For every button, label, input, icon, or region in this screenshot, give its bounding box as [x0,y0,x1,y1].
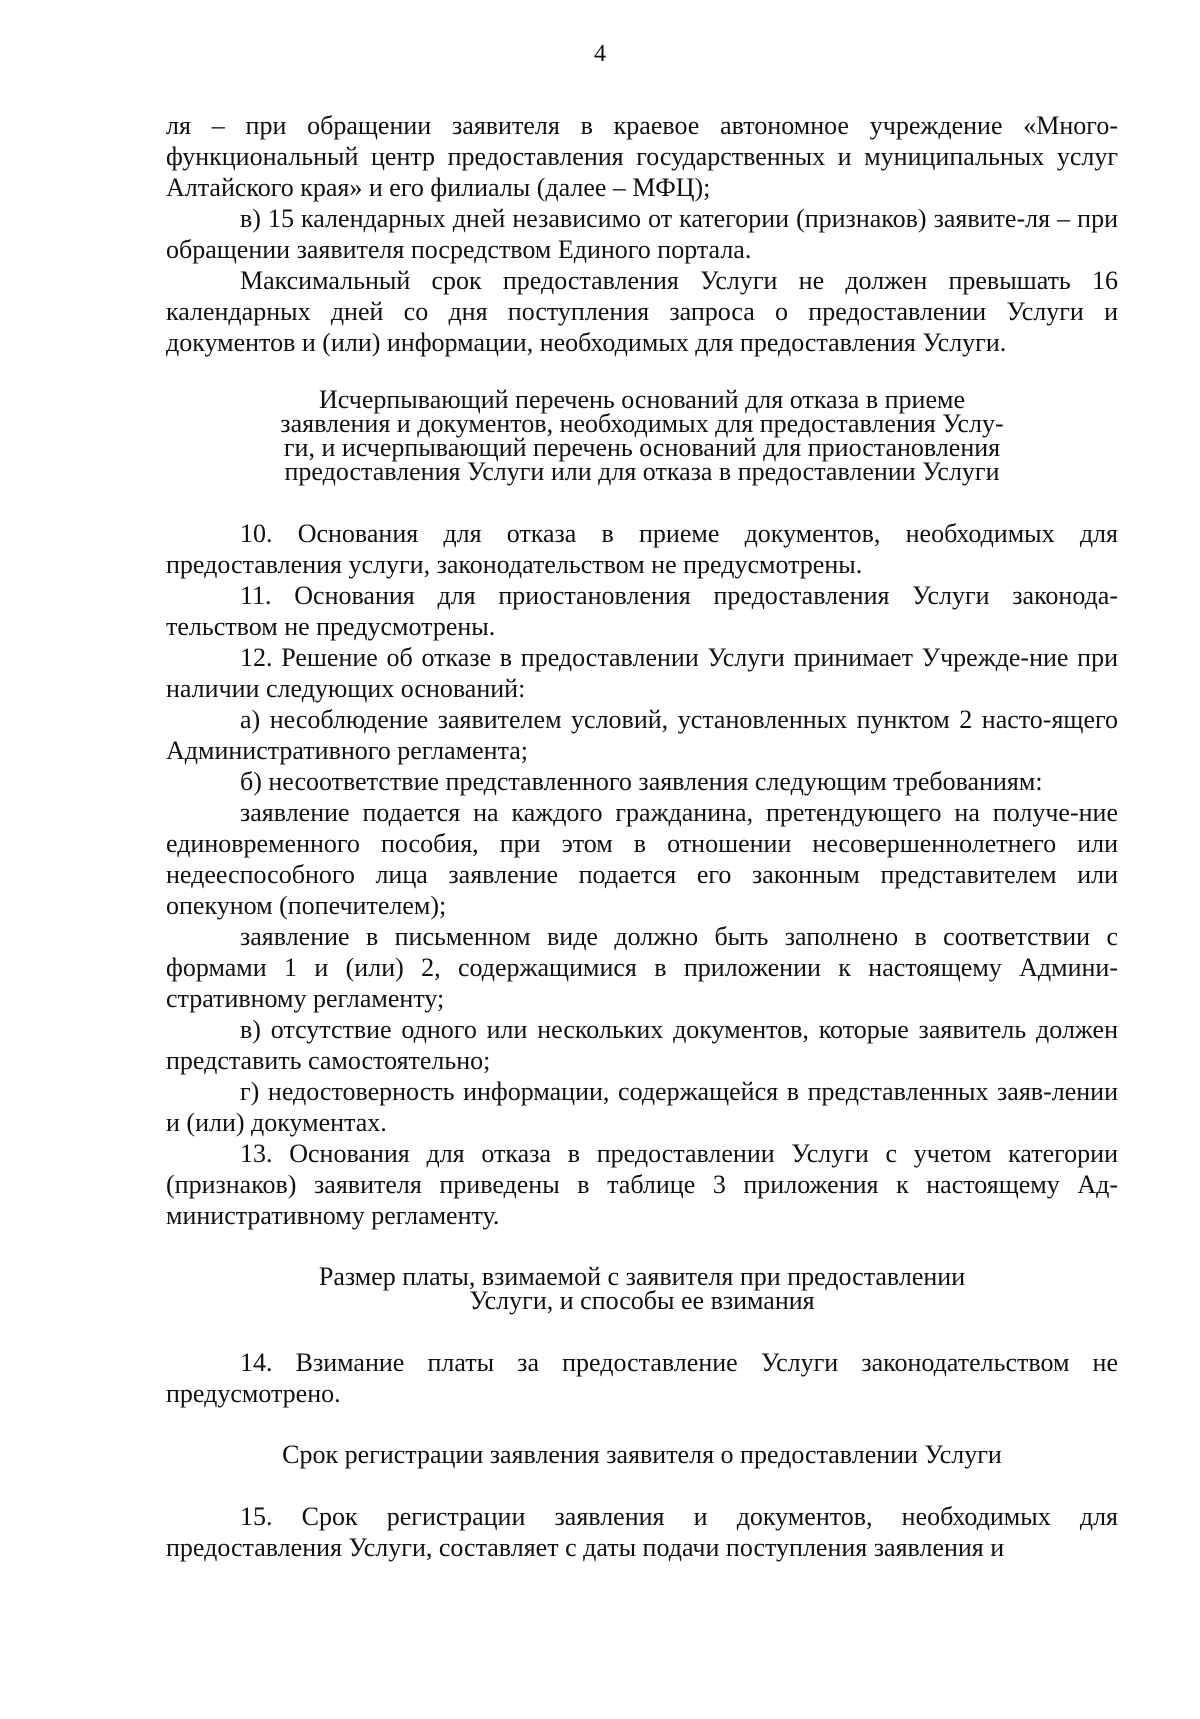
paragraph-12-b-req1: заявление подается на каждого гражданина, претендующего на получе-ние единовременного пособия, при этом в отношении несовершеннолетнего или недееспособного лица заявление подается его законным представителем или опекуном (попечителем); [166,798,1118,920]
paragraph-10: 10. Основания для отказа в приеме документов, необходимых для предоставления услуги, законодательством не предусмотрены. [166,519,1118,579]
paragraph-12-b: б) несоответствие представленного заявления следующим требованиям: [240,767,1043,796]
paragraph-continuation: ля – при обращении заявителя в краевое автономное учреждение «Много-функциональный центр предоставления государственных и муниципальных услуг Алтайского края» и его филиалы (далее – МФЦ); [166,111,1118,202]
paragraph-12-g: г) недостоверность информации, содержащейся в представленных заяв-лении и (или) документах. [166,1077,1118,1137]
section-heading-refusal-grounds [166,385,1118,486]
paragraph-12: 12. Решение об отказе в предоставлении Услуги принимает Учрежде-ние при наличии следующих оснований: [166,643,1118,703]
section-heading-registration-term [166,1440,1118,1469]
paragraph-max-term: Максимальный срок предоставления Услуги не должен превышать 16 календарных дней со дня поступления запроса о предоставлении Услуги и документов и (или) информации, необходимых для предоставления Услуги. [166,266,1118,357]
paragraph-13: 13. Основания для отказа в предоставлении Услуги с учетом категории (признаков) заявителя приведены в таблице 3 приложения к настоящему Ад-министративному регламенту. [166,1139,1118,1230]
document-body [166,110,1118,1563]
heading-line: заявления и документов, необходимых для предоставления Услу- [280,409,1004,438]
heading-line: Услуги, и способы ее взимания [469,1286,815,1315]
paragraph-12-b-req2: заявление в письменном виде должно быть заполнено в соответствии с формами 1 и (или) 2, содержащимися в приложении к настоящему Админи-стративному регламенту; [166,922,1118,1013]
paragraph-11: 11. Основания для приостановления предоставления Услуги законода-тельством не предусмотрены. [166,581,1118,641]
paragraph-item-v: в) 15 календарных дней независимо от категории (признаков) заявите-ля – при обращении заявителя посредством Единого портала. [166,204,1118,264]
paragraph-14: 14. Взимание платы за предоставление Услуги законодательством не предусмотрено. [166,1348,1118,1408]
heading-line: Размер платы, взимаемой с заявителя при предоставлении [318,1262,966,1291]
page-number: 4 [594,41,606,67]
section-heading-fee [166,1262,1118,1315]
heading-line: Исчерпывающий перечень оснований для отказа в приеме [318,385,965,414]
paragraph-12-v: в) отсутствие одного или нескольких документов, которые заявитель должен представить самостоятельно; [166,1015,1118,1075]
paragraph-12-a: а) несоблюдение заявителем условий, установленных пунктом 2 насто-ящего Административного регламента; [166,705,1118,765]
heading-line: ги, и исчерпывающий перечень оснований для приостановления [283,433,1001,462]
heading-line: предоставления Услуги или для отказа в предоставлении Услуги [284,457,1000,486]
paragraph-15: 15. Срок регистрации заявления и документов, необходимых для предоставления Услуги, составляет с даты подачи поступления заявления и [166,1502,1118,1562]
heading-line: Срок регистрации заявления заявителя о предоставлении Услуги [282,1440,1002,1469]
